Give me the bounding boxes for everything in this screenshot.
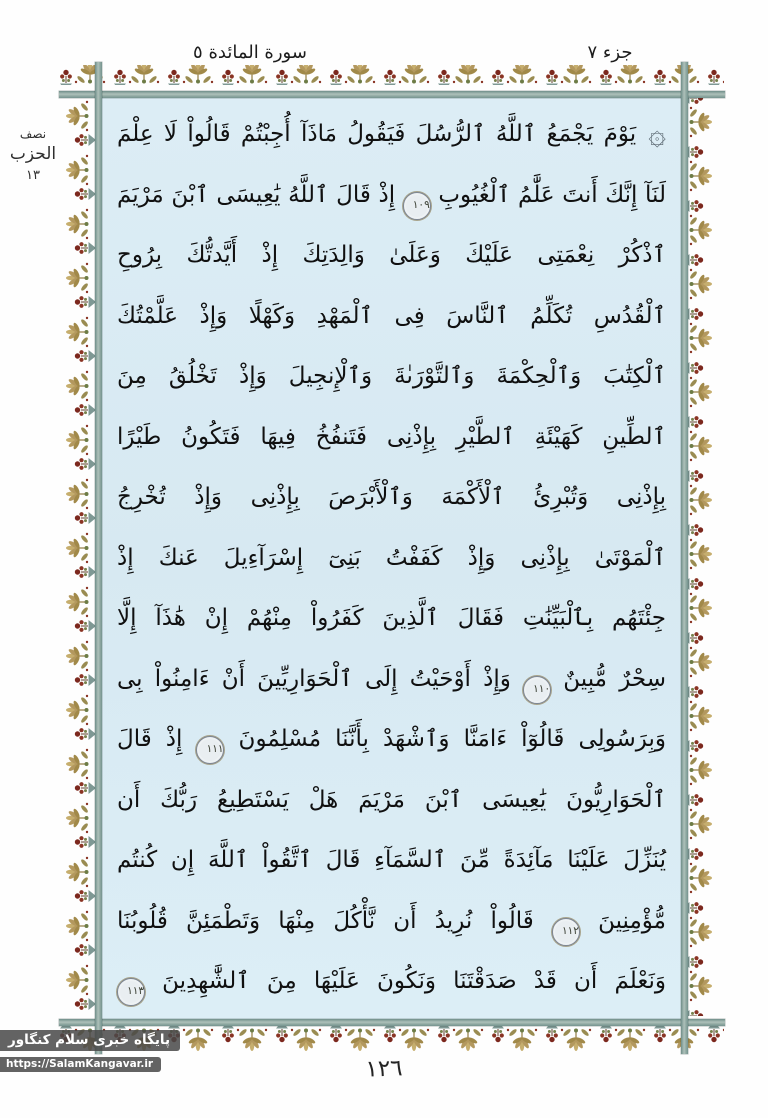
hizb-note-number: ١٣ (26, 168, 40, 183)
ornamental-border-right (687, 92, 721, 1016)
hizb-note-word: نصف (19, 127, 47, 141)
quran-line-5: ٱلْكِتَٰبَ وَٱلْحِكْمَةَ وَٱلتَّوْرَىٰةَ وَٱلْإِنجِيلَ وَإِذْ تَخْلُقُ مِنَ (117, 363, 666, 389)
quran-line-11: وَبِرَسُولِى قَالُوٓاْ ءَامَنَّا وَٱشْهَدْ بِأَنَّنَا مُسْلِمُونَ ١١١ إِذْ قَالَ (117, 709, 666, 770)
quran-line-12: ٱلْحَوَارِيُّونَ يَٰعِيسَى ٱبْنَ مَرْيَمَ هَلْ يَسْتَطِيعُ رَبُّكَ أَن (117, 786, 666, 813)
quran-line-1: ۞ يَوْمَ يَجْمَعُ ٱللَّهُ ٱلرُّسُلَ فَيَقُولُ مَاذَآ أُجِبْتُمْ قَالُواْ لَا عِلْمَ (117, 117, 666, 152)
quran-text (104, 104, 679, 1014)
watermark-title: پایگاه خبری سلام کنگاور (0, 1030, 180, 1051)
quran-line-9: جِئْتَهُم بِٱلْبَيِّنَٰتِ فَقَالَ ٱلَّذِينَ كَفَرُواْ مِنْهُمْ إِنْ هَٰذَآ إِلَّا (117, 605, 666, 631)
verse-number-medallion: ١٠٩ (403, 192, 431, 220)
ornamental-border-top (60, 65, 724, 92)
quran-line-13: يُنَزِّلَ عَلَيْنَا مَآئِدَةً مِّنَ ٱلسَّمَآءِ قَالَ ٱتَّقُواْ ٱللَّهَ إِن كُنتُم (117, 847, 666, 873)
quran-line-10: سِحْرٌ مُّبِينٌ ١١٠ وَإِذْ أَوْحَيْتُ إِلَى ٱلْحَوَارِيِّينَ أَنْ ءَامِنُواْ بِى (117, 649, 666, 710)
verse-number-medallion: ١١١ (196, 736, 224, 764)
juz-label: جزء ٧ (587, 42, 633, 63)
verse-number-medallion: ١١٣ (117, 978, 145, 1006)
page-number: ١٢٦ (365, 1055, 403, 1083)
hizb-margin-note (4, 126, 62, 186)
quran-line-3: ٱذْكُرْ نِعْمَتِى عَلَيْكَ وَعَلَىٰ وَالِدَتِكَ إِذْ أَيَّدتُّكَ بِرُوحِ (117, 242, 666, 268)
frame-line-bottom (59, 1019, 725, 1026)
hizb-note-word: الحزب (9, 144, 57, 164)
surah-label: سورة المائدة ٥ (193, 42, 307, 63)
watermark-url: https://SalamKangavar.ir (0, 1057, 161, 1072)
frame-line-top (59, 91, 725, 98)
quran-line-14: مُّؤْمِنِينَ ١١٢ قَالُواْ نُرِيدُ أَن نَّأْكُلَ مِنْهَا وَتَطْمَئِنَّ قُلُوبُنَا (117, 891, 666, 952)
verse-number-medallion: ١١٢ (552, 918, 580, 946)
quran-line-15: وَنَعْلَمَ أَن قَدْ صَدَقْتَنَا وَنَكُونَ عَلَيْهَا مِنَ ٱلشَّٰهِدِينَ ١١٣ (117, 951, 666, 1012)
frame-line-right (681, 62, 688, 1054)
quran-line-7: بِإِذْنِى وَتُبْرِئُ ٱلْأَكْمَهَ وَٱلْأَبْرَصَ بِإِذْنِى وَإِذْ تُخْرِجُ (117, 484, 666, 510)
ornamental-border-left (63, 92, 96, 1016)
frame-line-left (95, 62, 102, 1054)
watermark-url-band (0, 1052, 161, 1072)
quran-line-8: ٱلْمَوْتَىٰ بِإِذْنِى وَإِذْ كَفَفْتُ بَنِىٓ إِسْرَآءِيلَ عَنكَ إِذْ (117, 544, 666, 571)
quran-line-4: ٱلْقُدُسِ تُكَلِّمُ ٱلنَّاسَ فِى ٱلْمَهْدِ وَكَهْلًا وَإِذْ عَلَّمْتُكَ (117, 302, 666, 329)
verse-number-medallion: ١١٠ (523, 676, 551, 704)
watermark-title-band (0, 1029, 180, 1051)
quran-line-2: لَنَآ إِنَّكَ أَنتَ عَلَّٰمُ ٱلْغُيُوبِ ١٠٩ إِذْ قَالَ ٱللَّهُ يَٰعِيسَى ٱبْنَ مَرْيَمَ (117, 165, 666, 226)
quran-line-6: ٱلطِّينِ كَهَيْئَةِ ٱلطَّيْرِ بِإِذْنِى فَتَنفُخُ فِيهَا فَتَكُونُ طَيْرًا (117, 423, 666, 450)
